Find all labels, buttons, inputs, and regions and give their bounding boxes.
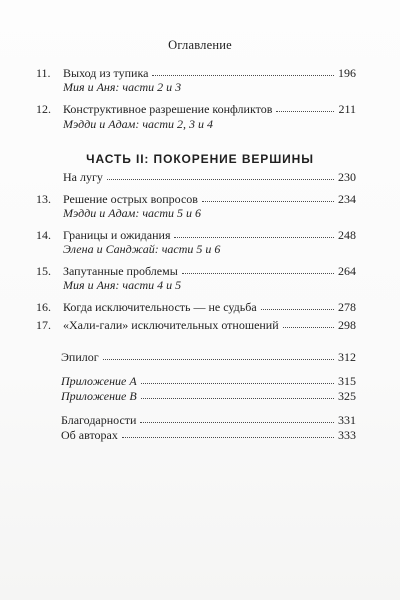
page-number: 196 <box>338 66 356 80</box>
chapter-number: 11. <box>36 66 51 80</box>
leader-dots <box>140 413 334 423</box>
toc-entry[interactable] <box>36 413 356 427</box>
chapter-title: «Хали-гали» исключительных отношений <box>63 318 279 332</box>
toc-entry[interactable] <box>36 350 356 364</box>
chapter-number: 13. <box>36 192 51 206</box>
leader-dots <box>141 374 334 384</box>
chapter-title: Запутанные проблемы <box>63 264 178 278</box>
leader-dots <box>182 264 334 274</box>
page-number: 248 <box>338 228 356 242</box>
toc-entry[interactable] <box>36 374 356 388</box>
toc-entry[interactable] <box>36 170 356 184</box>
chapter-title: Выход из тупика <box>63 66 149 80</box>
toc-entry[interactable] <box>36 428 356 442</box>
leader-dots <box>276 102 334 112</box>
toc-entry[interactable] <box>36 192 356 206</box>
leader-dots <box>174 228 334 238</box>
chapter-subtitle: Мэдди и Адам: части 2, 3 и 4 <box>63 117 214 131</box>
section-title: Об авторах <box>61 428 118 442</box>
toc-entry[interactable] <box>36 389 356 403</box>
page-number: 298 <box>338 318 356 332</box>
toc-entry[interactable] <box>36 300 356 314</box>
toc-entry[interactable] <box>36 228 356 242</box>
chapter-subtitle: Мия и Аня: части 2 и 3 <box>63 80 182 94</box>
toc-entry[interactable] <box>36 318 356 332</box>
toc-entry[interactable] <box>36 102 356 116</box>
page-heading: Оглавление <box>168 38 232 52</box>
chapter-subtitle: Элена и Санджай: части 5 и 6 <box>63 242 221 256</box>
leader-dots <box>107 170 334 180</box>
section-title: Приложение А <box>61 374 137 388</box>
chapter-title: Решение острых вопросов <box>63 192 198 206</box>
leader-dots <box>141 389 334 399</box>
page-number: 264 <box>338 264 356 278</box>
toc-entry[interactable] <box>36 66 356 80</box>
page-number: 211 <box>338 102 356 116</box>
leader-dots <box>261 300 334 310</box>
page-number: 278 <box>338 300 356 314</box>
leader-dots <box>122 428 334 438</box>
page-number: 230 <box>338 170 356 184</box>
chapter-number: 12. <box>36 102 51 116</box>
leader-dots <box>202 192 334 202</box>
chapter-title: Когда исключительность — не судьба <box>63 300 257 314</box>
leader-dots <box>103 350 334 360</box>
page-number: 312 <box>338 350 356 364</box>
chapter-subtitle: Мия и Аня: части 4 и 5 <box>63 278 182 292</box>
chapter-number: 15. <box>36 264 51 278</box>
chapter-title: Границы и ожидания <box>63 228 171 242</box>
chapter-number: 14. <box>36 228 51 242</box>
chapter-title: Конструктивное разрешение конфликтов <box>63 102 273 116</box>
leader-dots <box>152 66 334 76</box>
chapter-subtitle: Мэдди и Адам: части 5 и 6 <box>63 206 202 220</box>
chapter-number: 16. <box>36 300 51 314</box>
page-number: 333 <box>338 428 356 442</box>
page-number: 234 <box>338 192 356 206</box>
leader-dots <box>283 318 334 328</box>
page-number: 315 <box>338 374 356 388</box>
page-number: 331 <box>338 413 356 427</box>
toc-entry[interactable] <box>36 264 356 278</box>
section-title: Приложение В <box>61 389 137 403</box>
chapter-number: 17. <box>36 318 51 332</box>
section-title: Благодарности <box>61 413 137 427</box>
page-number: 325 <box>338 389 356 403</box>
section-title: Эпилог <box>61 350 99 364</box>
part-heading: ЧАСТЬ II: ПОКОРЕНИЕ ВЕРШИНЫ <box>86 152 314 166</box>
section-title: На лугу <box>63 170 103 184</box>
